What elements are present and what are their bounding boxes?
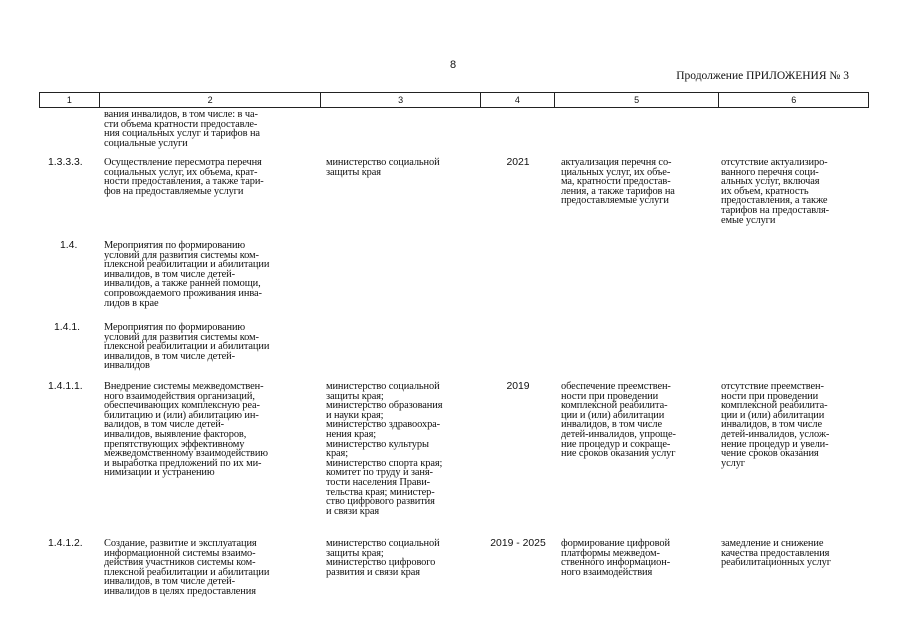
row-result: актуализация перечня со- циальных услуг, их объе- ма, кратности предостав- ления, а также тарифов на предоставляемые услуги bbox=[561, 157, 675, 207]
row-consequence: замедление и снижение качества предоставления реабилитационных услуг bbox=[721, 538, 831, 569]
column-number-1: 1 bbox=[66, 95, 72, 105]
appendix-title: Продолжение ПРИЛОЖЕНИЯ № 3 bbox=[676, 70, 849, 82]
row-measure-name: Мероприятия по формированию условий для развития системы ком- плексной реабилитации и абилитации инвалидов, в том числе детей- инвалидов bbox=[104, 322, 270, 372]
row-id: 1.3.3.3. bbox=[48, 157, 83, 168]
row-measure-name: Мероприятия по формированию условий для развития системы ком- плексной реабилитации и абилитации инвалидов, в том числе детей- инвалидов, а также ранней помощи, сопровождаемого проживания инва- лидов в крае bbox=[104, 240, 270, 309]
row-executor: министерство социальной защиты края; министерство образования и науки края; министерство здравоохра- нения края; министерство культуры края; министерство спорта края; комитет по труду и заня- тости населения Прави- тельства края; министер- ство цифрового развития и связи края bbox=[326, 381, 443, 517]
row-result: обеспечение преемствен- ности при проведении комплексной реабилита- ции и (или) абилитации инвалидов, в том числе детей-инвалидов, упроще- ние процедур и сокраще- ние сроков оказания услуг bbox=[561, 381, 676, 460]
page-number: 8 bbox=[449, 59, 457, 71]
row-executor: министерство социальной защиты края; министерство цифрового развития и связи края bbox=[326, 538, 440, 578]
row-measure-name: Внедрение системы межведомствен- ного взаимодействия организаций, обеспечивающих комплексную реа- билитацию и (или) абилитацию ин- валидов, в том числе детей- инвалидов, выявление факторов, препятствующих эффективному межведомственному взаимодействию и выработка предложений по их ми- нимизации и устранению bbox=[104, 381, 268, 479]
row-measure-name: Осуществление пересмотра перечня социальных услуг, их объема, крат- ности предоставления, а также тари- фов на предоставляемые услуги bbox=[104, 157, 264, 197]
column-number-5: 5 bbox=[554, 93, 719, 107]
row-measure-name: Создание, развитие и эксплуатация информационной системы взаимо- действия участников системы ком- плексной реабилитации и абилитации инвалидов, в том числе детей- инвалидов в целях предоставления bbox=[104, 538, 270, 597]
row-id: 1.4.1. bbox=[54, 322, 80, 333]
row-period: 2019 - 2025 bbox=[490, 538, 546, 549]
column-number-6: 6 bbox=[718, 93, 868, 107]
row-period: 2021 bbox=[506, 157, 530, 168]
column-number-3: 3 bbox=[320, 93, 480, 107]
row-result: формирование цифровой платформы межведом- ственного информацион- ного взаимодействия bbox=[561, 538, 671, 578]
row-id: 1.4.1.1. bbox=[48, 381, 83, 392]
row-period: 2019 bbox=[506, 381, 530, 392]
column-number-2: 2 bbox=[99, 93, 320, 107]
row-consequence: отсутствие актуализиро- ванного перечня соци- альных услуг, включая их объем, кратность предоставления, а также тарифов на предоставля- емые услуги bbox=[721, 157, 829, 226]
column-number-header bbox=[39, 92, 869, 108]
column-number-4: 4 bbox=[480, 93, 554, 107]
row-id: 1.4.1.2. bbox=[48, 538, 83, 549]
row-consequence: отсутствие преемствен- ности при проведении комплексной реабилита- ции и (или) абилитации инвалидов, в том числе детей-инвалидов, услож- нение процедур и увели- чение сроков оказания услуг bbox=[721, 381, 830, 469]
continuation-text: вания инвалидов, в том числе: в ча- сти объема кратности предоставле- ния социальных услуг и тарифов на социальные услуги bbox=[104, 109, 260, 149]
row-id: 1.4. bbox=[60, 240, 78, 251]
row-executor: министерство социальной защиты края bbox=[326, 157, 440, 178]
